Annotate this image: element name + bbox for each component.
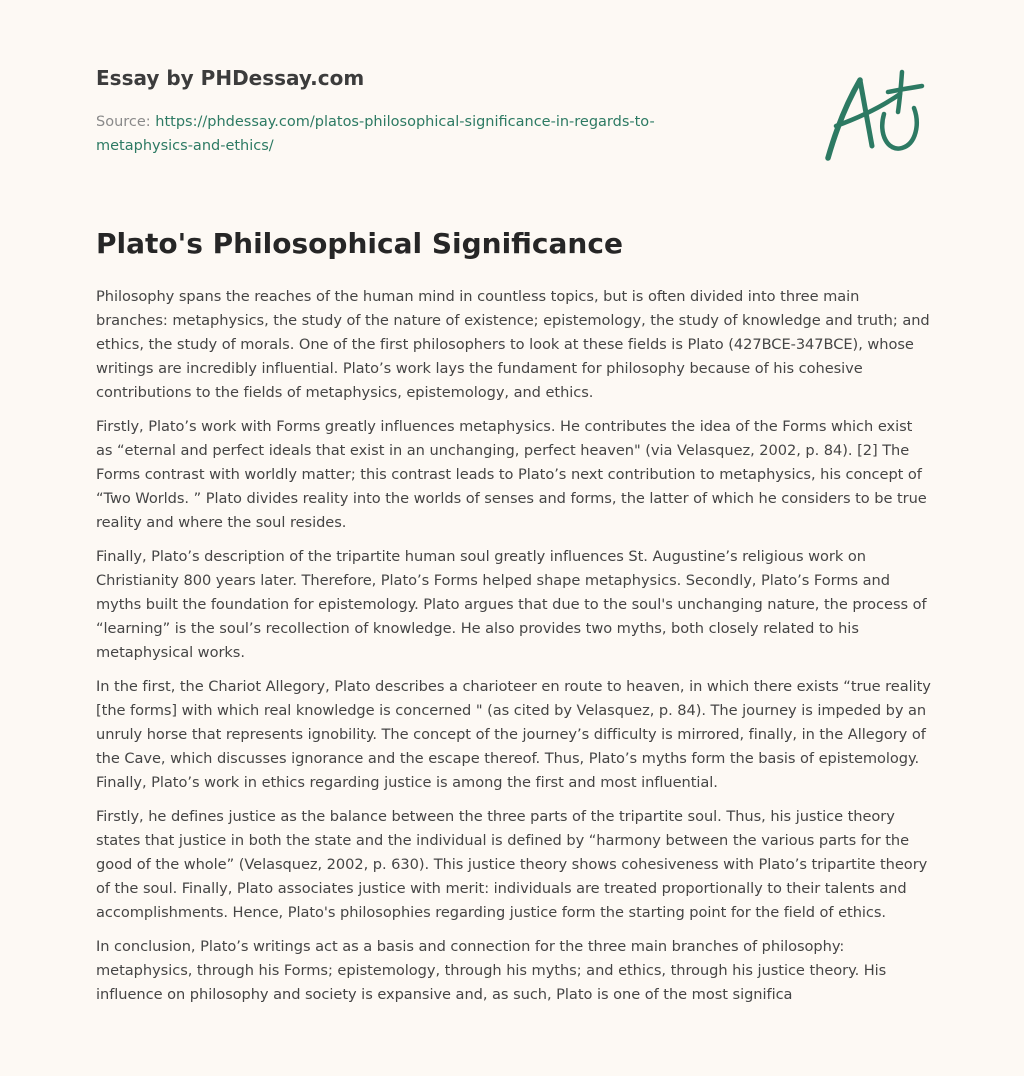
a-plus-logo-icon <box>822 68 928 164</box>
source-link[interactable] <box>96 114 655 154</box>
essay-page <box>96 0 932 1076</box>
source-line <box>96 110 736 158</box>
site-title: Essay by PHDessay.com <box>96 66 365 90</box>
source-link-line-1: https://phdessay.com/platos-philosophical-significance-in-regards-to- <box>155 114 655 130</box>
essay-paragraph: Finally, Plato’s description of the tripartite human soul greatly influences St. Augustine’s religious work on Christianity 800 years later. Therefore, Plato’s Forms helped shape metaphysics. Secondly, Plato’s Forms and myths built the foundation for epistemology. Plato argues that due to the soul's unchanging nature, the process of “learning” is the soul’s recollection of knowledge. He also provides two myths, both closely related to his metaphysical works. <box>96 548 927 661</box>
essay-paragraph: Firstly, he defines justice as the balance between the three parts of the tripartite soul. Thus, his justice theory states that justice in both the state and the individual is defined by “harmony between the various parts for the good of the whole” (Velasquez, 2002, p. 630). This justice theory shows cohesiveness with Plato’s tripartite theory of the soul. Finally, Plato associates justice with merit: individuals are treated proportionally to their talents and accomplishments. Hence, Plato's philosophies regarding justice form the starting point for the field of ethics. <box>96 808 928 921</box>
essay-paragraph: Firstly, Plato’s work with Forms greatly influences metaphysics. He contributes the idea of the Forms which exist as “eternal and perfect ideals that exist in an unchanging, perfect heaven" (via Velasquez, 2002, p. 84). [2] The Forms contrast with worldly matter; this contrast leads to Plato’s next contribution to metaphysics, his concept of “Two Worlds. ” Plato divides reality into the worlds of senses and forms, the latter of which he considers to be true reality and where the soul resides. <box>96 418 927 531</box>
essay-paragraph: Philosophy spans the reaches of the human mind in countless topics, but is often divided into three main branches: metaphysics, the study of the nature of existence; epistemology, the study of knowledge and truth; and ethics, the study of morals. One of the first philosophers to look at these fields is Plato (427BCE-347BCE), whose writings are incredibly influential. Plato’s work lays the fundament for philosophy because of his cohesive contributions to the fields of metaphysics, epistemology, and ethics. <box>96 288 930 401</box>
essay-paragraph: In conclusion, Plato’s writings act as a basis and connection for the three main branches of philosophy: metaphysics, through his Forms; epistemology, through his myths; and ethics, through his justice theory. His influence on philosophy and society is expansive and, as such, Plato is one of the most significa <box>96 938 887 1003</box>
essay-title: Plato's Philosophical Significance <box>96 227 623 260</box>
essay-body <box>96 285 932 1017</box>
source-label: Source: <box>96 114 151 130</box>
essay-paragraph: In the first, the Chariot Allegory, Plato describes a charioteer en route to heaven, in which there exists “true reality [the forms] with which real knowledge is concerned " (as cited by Velasquez, p. 84). The journey is impeded by an unruly horse that represents ignobility. The concept of the journey’s difficulty is mirrored, finally, in the Allegory of the Cave, which discusses ignorance and the escape thereof. Thus, Plato’s myths form the basis of epistemology. Finally, Plato’s work in ethics regarding justice is among the first and most influential. <box>96 678 931 791</box>
source-link-line-2: metaphysics-and-ethics/ <box>96 138 274 154</box>
